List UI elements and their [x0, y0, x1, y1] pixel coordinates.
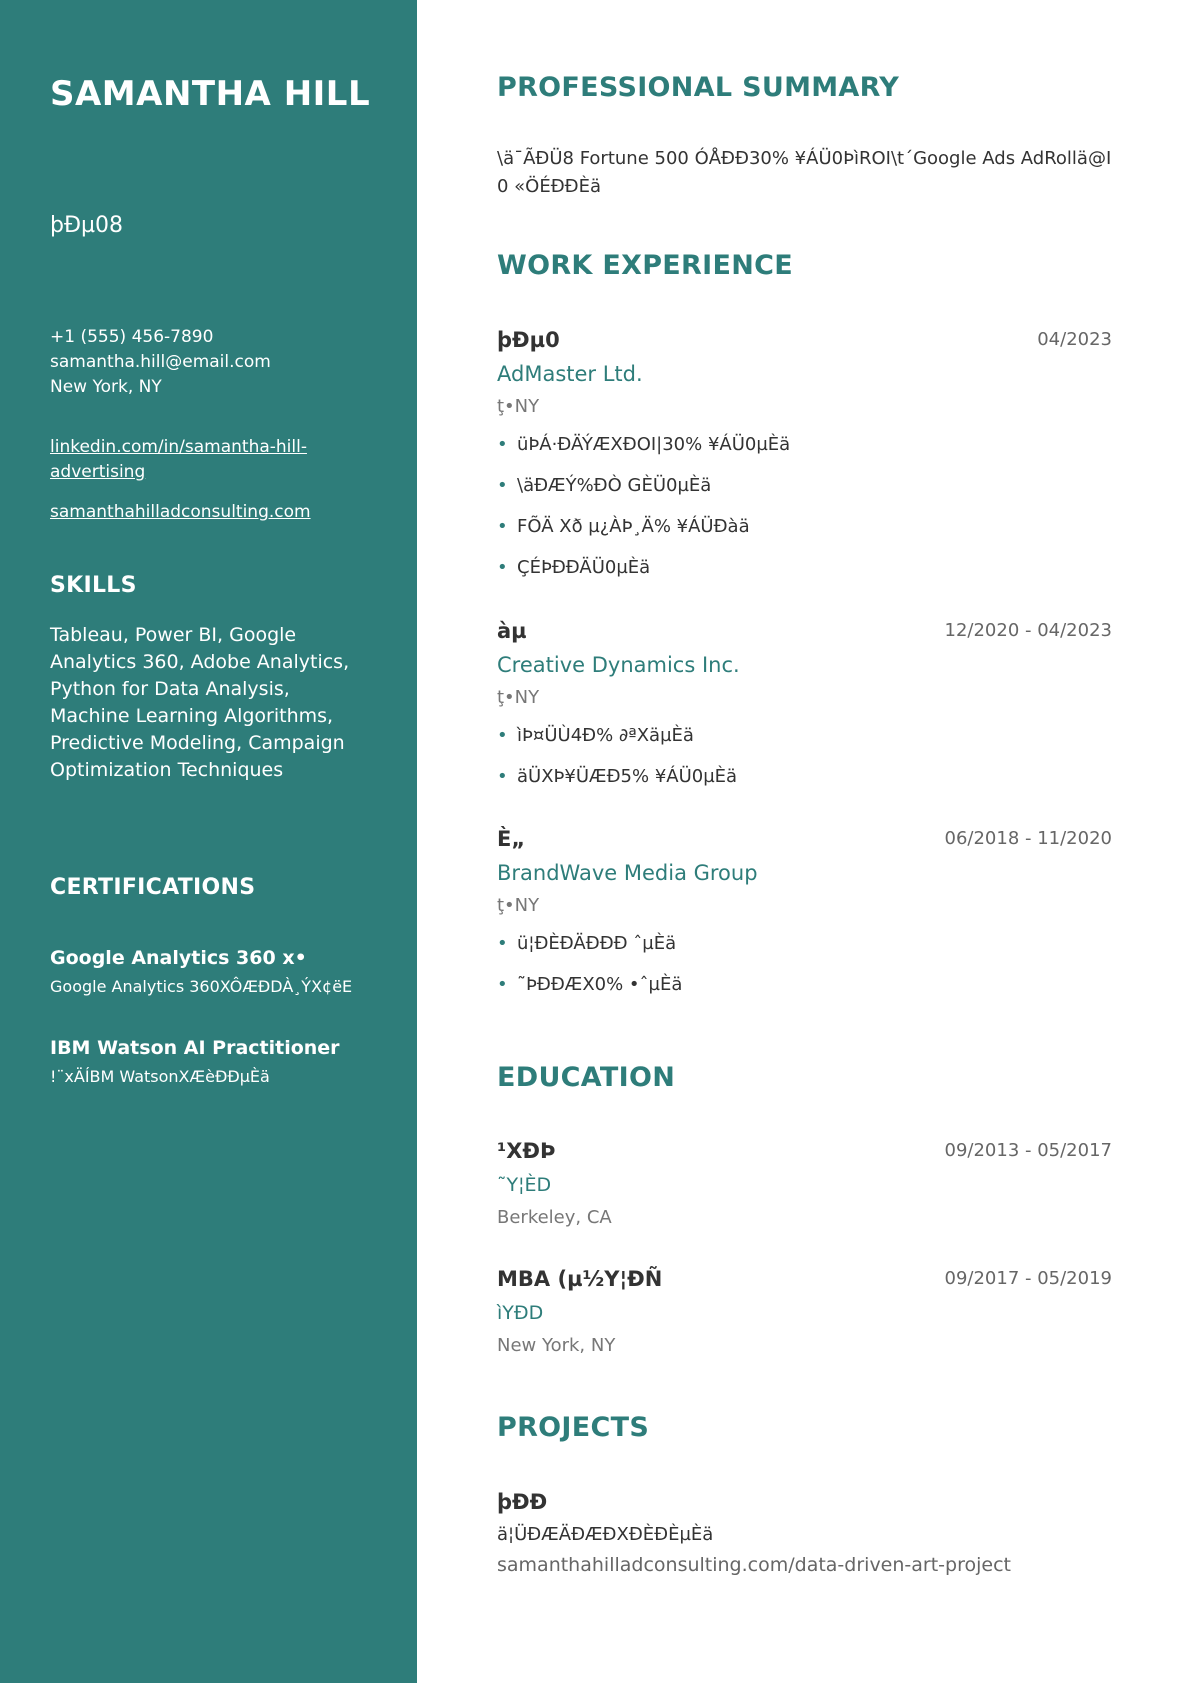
- list-item: • \äÐÆÝ%ÐÒ GÈÜ0µÈä: [497, 473, 1112, 499]
- summary-heading: PROFESSIONAL SUMMARY: [497, 72, 900, 103]
- job-bullets: [497, 931, 1112, 998]
- job-date: 04/2023: [1037, 329, 1112, 350]
- job-date: 06/2018 - 11/2020: [944, 828, 1112, 849]
- list-item: • ˜ÞÐÐÆX0% •ˆµÈä: [497, 972, 1112, 998]
- job-location: ţ•NY: [497, 396, 540, 417]
- certifications-heading: CERTIFICATIONS: [50, 875, 256, 900]
- list-item: • üÞÁ·ÐÄÝÆXÐOI|30% ¥ÁÜ0µÈä: [497, 432, 1112, 458]
- bullet-icon: •: [497, 933, 508, 954]
- certification-item: [50, 1035, 380, 1089]
- project-desc: ä¦ÜÐÆÄÐÆÐXÐÈÐÈµÈä: [497, 1524, 714, 1545]
- bullet-icon: •: [497, 766, 508, 787]
- project-url[interactable]: samanthahilladconsulting.com/data-driven-art-project: [497, 1554, 1011, 1576]
- list-item: • FÕÄ Xð µ¿ÀÞ¸Ä% ¥ÁÜÐàä: [497, 514, 1112, 540]
- degree-title: MBA (µ½Y¦ÐÑ: [497, 1267, 663, 1291]
- education-entry: [497, 1264, 1112, 1359]
- bullet-icon: •: [497, 475, 508, 496]
- job-location: ţ•NY: [497, 895, 540, 916]
- bullet-icon: •: [497, 974, 508, 995]
- job-title: þÐµ0: [497, 328, 560, 352]
- sidebar: [0, 0, 417, 1683]
- profile-links: [50, 435, 370, 525]
- job-title: È„: [497, 827, 526, 851]
- project-title: þÐÐ: [497, 1490, 548, 1514]
- list-item: • ü¦ÐÈÐÄÐÐÐ ˆµÈä: [497, 931, 1112, 957]
- list-item: • ÇÉÞÐÐÄÜ0µÈä: [497, 555, 1112, 581]
- skills-list: Tableau, Power BI, Google Analytics 360, Adobe Analytics, Python for Data Analysis, Machine Learning Algorithms, Predictive Modeling, Campaign Optimization Techniques: [50, 624, 350, 781]
- degree-title: ¹XÐÞ: [497, 1139, 556, 1163]
- job-entry: [497, 824, 1112, 1013]
- school-location: New York, NY: [497, 1335, 616, 1356]
- job-location: ţ•NY: [497, 687, 540, 708]
- bullet-icon: •: [497, 557, 508, 578]
- candidate-name: SAMANTHA HILL: [50, 74, 371, 114]
- job-entry: [497, 616, 1112, 805]
- certification-desc: !¨xÄÍBM WatsonXÆèÐÐµÈä: [50, 1067, 270, 1086]
- certification-name: IBM Watson AI Practitioner: [50, 1037, 340, 1059]
- website-link[interactable]: samanthahilladconsulting.com: [50, 502, 311, 522]
- education-entry: [497, 1136, 1112, 1231]
- certification-desc: Google Analytics 360XÔÆÐDÀ¸ÝX¢ëE: [50, 977, 353, 996]
- job-bullets: [497, 432, 1112, 581]
- job-bullets: [497, 723, 1112, 790]
- phone: +1 (555) 456-7890: [50, 327, 214, 347]
- bullet-icon: •: [497, 516, 508, 537]
- certification-name: Google Analytics 360 x•: [50, 947, 307, 969]
- education-date: 09/2013 - 05/2017: [944, 1140, 1112, 1161]
- bullet-icon: •: [497, 725, 508, 746]
- projects-heading: PROJECTS: [497, 1412, 650, 1443]
- candidate-title: þÐµ08: [50, 213, 124, 238]
- education-heading: EDUCATION: [497, 1062, 676, 1093]
- project-entry: [497, 1487, 1112, 1580]
- school-name: ˜Y¦ÈD: [497, 1174, 552, 1196]
- location: New York, NY: [50, 377, 162, 397]
- work-heading: WORK EXPERIENCE: [497, 250, 793, 281]
- list-item: • äÜXÞ¥ÜÆÐ5% ¥ÁÜ0µÈä: [497, 764, 1112, 790]
- skills-heading: SKILLS: [50, 573, 137, 598]
- school-location: Berkeley, CA: [497, 1207, 612, 1228]
- certification-item: [50, 945, 380, 999]
- summary-text: \ä¯ÃÐÜ8 Fortune 500 ÓÅÐÐ30% ¥ÁÜ0ÞìROI\t´Google Ads AdRollä@I 0 «ÖÉÐÐÈä: [497, 148, 1112, 197]
- job-company: Creative Dynamics Inc.: [497, 653, 740, 677]
- job-company: AdMaster Ltd.: [497, 362, 643, 386]
- job-entry: [497, 325, 1112, 596]
- email: samantha.hill@email.com: [50, 352, 271, 372]
- job-date: 12/2020 - 04/2023: [944, 620, 1112, 641]
- list-item: • ìÞ¤ÜÙ4Ð% ∂ªXäµÈä: [497, 723, 1112, 749]
- job-company: BrandWave Media Group: [497, 861, 758, 885]
- linkedin-link[interactable]: linkedin.com/in/samantha-hill-advertising: [50, 437, 307, 482]
- education-date: 09/2017 - 05/2019: [944, 1268, 1112, 1289]
- bullet-icon: •: [497, 434, 508, 455]
- job-title: àµ: [497, 619, 527, 643]
- school-name: ìYÐD: [497, 1302, 544, 1324]
- contact-info: [50, 325, 370, 400]
